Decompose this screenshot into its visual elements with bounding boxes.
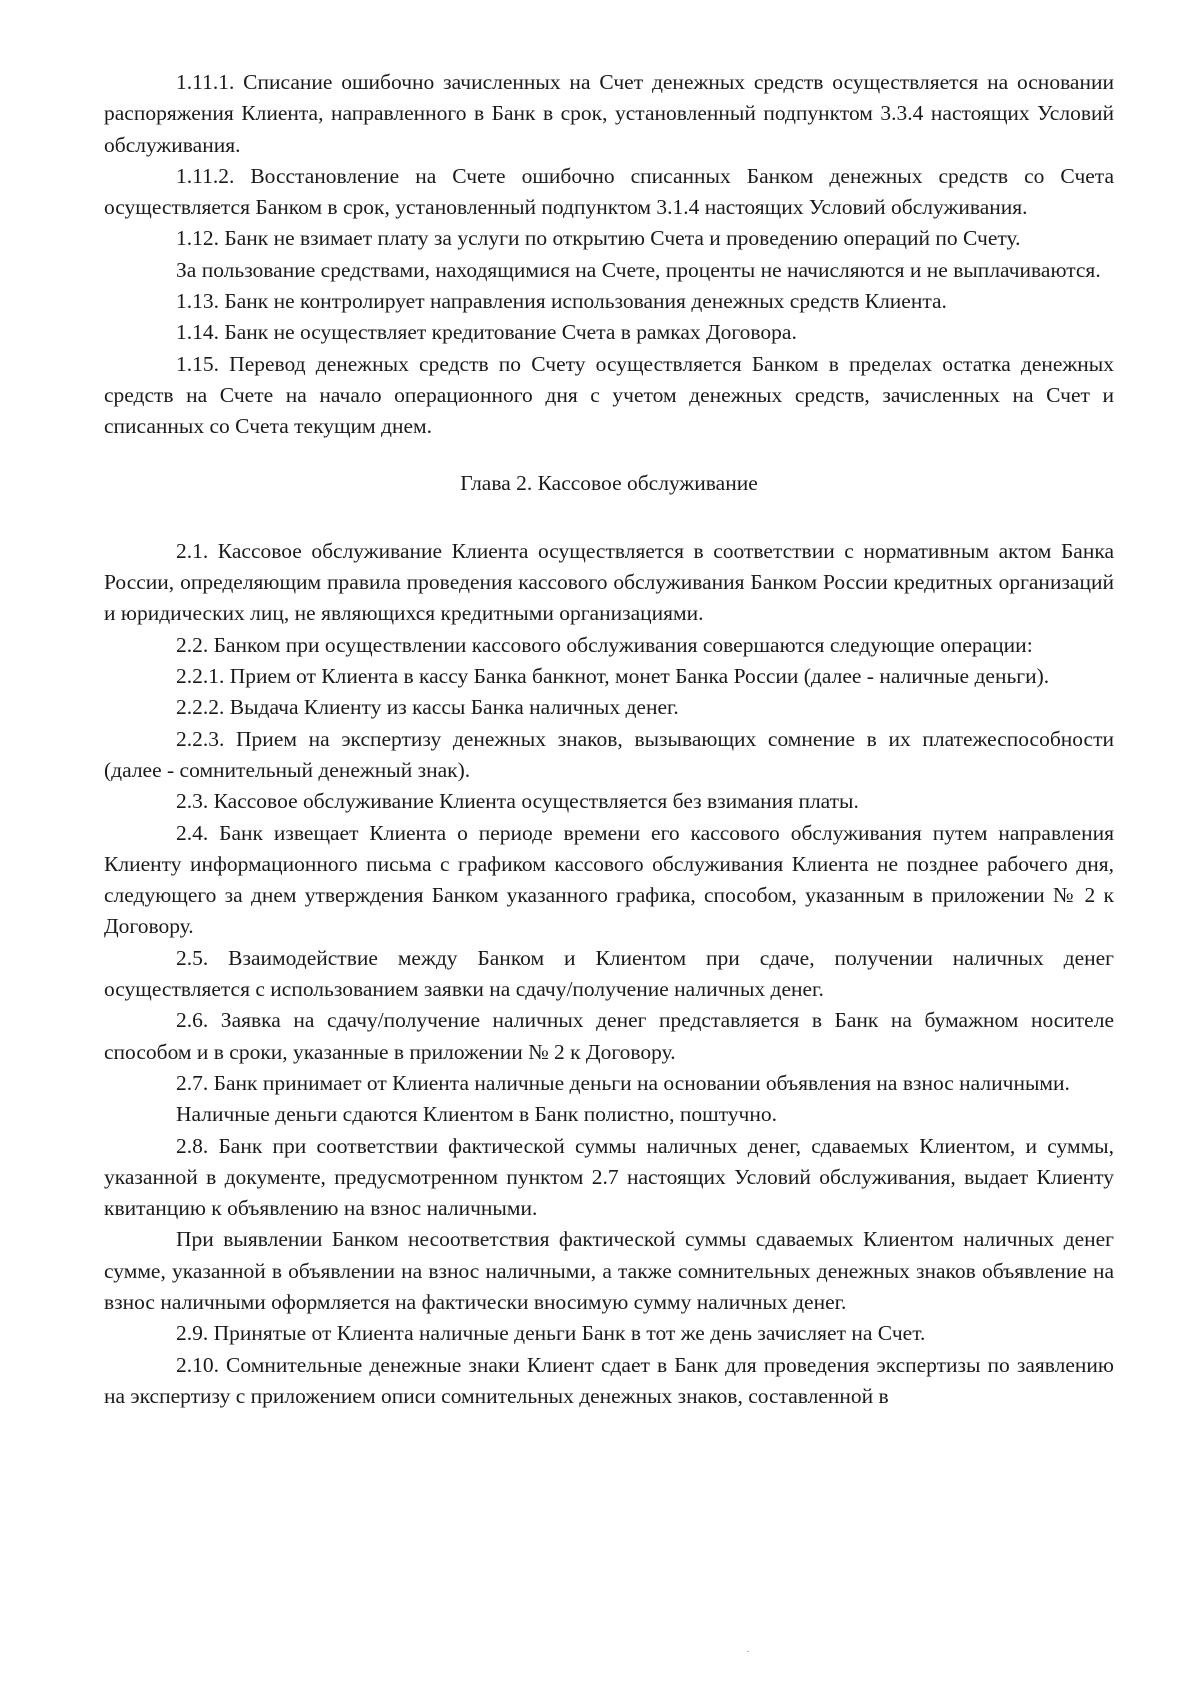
paragraph-2-3: 2.3. Кассовое обслуживание Клиента осуществляется без взимания платы. — [176, 789, 859, 814]
paragraph-1-13: 1.13. Банк не контролирует направления использования денежных средств Клиента. — [176, 289, 947, 314]
paragraph-2-7-cash: Наличные деньги сдаются Клиентом в Банк полистно, поштучно. — [176, 1102, 778, 1127]
paragraph-1-15: 1.15. Перевод денежных средств по Счету осуществляется Банком в пределах остатка денежных средств на Счете на начало операционного дня с учетом денежных средств, зачисленных на Счет и списанных со Счета текущим днем. — [104, 351, 1114, 439]
document-body — [104, 67, 1114, 1412]
paragraph-2-8-mismatch: При выявлении Банком несоответствия фактической суммы сдаваемых Клиентом наличных денег сумме, указанной в объявлении на взнос наличными, а также сомнительных денежных знаков объявление на взнос наличными оформляется на фактически вносимую сумму наличных денег. — [104, 1227, 1114, 1314]
paragraph-2-4: 2.4. Банк извещает Клиента о периоде времени его кассового обслуживания путем направления Клиенту информационного письма с графиком кассового обслуживания Клиента не позднее рабочего дня, следующего за днем утверждения Банком указанного графика, способом, указанным в приложении № 2 к Договору. — [104, 820, 1114, 939]
paragraph-2-1: 2.1. Кассовое обслуживание Клиента осуществляется в соответствии с нормативным актом Банка России, определяющим правила проведения кассового обслуживания Банком России кредитных организаций и юридических лиц, не являющихся кредитными организациями. — [104, 538, 1114, 626]
paragraph-2-5: 2.5. Взаимодействие между Банком и Клиентом при сдаче, получении наличных денег осуществляется с использованием заявки на сдачу/получение наличных денег. — [104, 945, 1114, 1002]
chapter-heading: Глава 2. Кассовое обслуживание — [460, 470, 758, 495]
paragraph-2-8: 2.8. Банк при соответствии фактической суммы наличных денег, сдаваемых Клиентом, и суммы, указанной в документе, предусмотренном пунктом 2.7 настоящих Условий обслуживания, выдает Клиенту квитанцию к объявлению на взнос наличными. — [104, 1133, 1114, 1221]
paragraph-1-14: 1.14. Банк не осуществляет кредитование Счета в рамках Договора. — [176, 320, 797, 345]
scan-speck — [747, 1651, 749, 1652]
paragraph-1-11-1: 1.11.1. Списание ошибочно зачисленных на Счет денежных средств осуществляется на основании распоряжения Клиента, направленного в Банк в срок, установленный подпунктом 3.3.4 настоящих Условий обслуживания. — [104, 70, 1114, 157]
paragraph-2-7: 2.7. Банк принимает от Клиента наличные деньги на основании объявления на взнос наличными. — [176, 1070, 1070, 1095]
paragraph-1-12: 1.12. Банк не взимает плату за услуги по открытию Счета и проведению операций по Счету. — [176, 226, 1021, 251]
paragraph-2-2: 2.2. Банком при осуществлении кассового обслуживания совершаются следующие операции: — [176, 632, 1033, 657]
paragraph-2-9: 2.9. Принятые от Клиента наличные деньги Банк в тот же день зачисляет на Счет. — [176, 1321, 926, 1346]
paragraph-2-2-2: 2.2.2. Выдача Клиенту из кассы Банка наличных денег. — [176, 695, 679, 720]
paragraph-1-11-2: 1.11.2. Восстановление на Счете ошибочно списанных Банком денежных средств со Счета осуществляется Банком в срок, установленный подпунктом 3.1.4 настоящих Условий обслуживания. — [104, 163, 1114, 220]
paragraph-2-10: 2.10. Сомнительные денежные знаки Клиент сдает в Банк для проведения экспертизы по заявлению на экспертизу с приложением описи сомнительных денежных знаков, составленной в — [104, 1352, 1114, 1408]
paragraph-2-6: 2.6. Заявка на сдачу/получение наличных денег представляется в Банк на бумажном носителе способом и в сроки, указанные в приложении № 2 к Договору. — [104, 1008, 1114, 1064]
paragraph-2-2-1: 2.2.1. Прием от Клиента в кассу Банка банкнот, монет Банка России (далее - наличные деньги). — [176, 664, 1050, 689]
paragraph-1-12-interest: За пользование средствами, находящимися на Счете, проценты не начисляются и не выплачиваются. — [176, 257, 1101, 282]
paragraph-2-2-3: 2.2.3. Прием на экспертизу денежных знаков, вызывающих сомнение в их платежеспособности (далее - сомнительный денежный знак). — [104, 726, 1114, 782]
